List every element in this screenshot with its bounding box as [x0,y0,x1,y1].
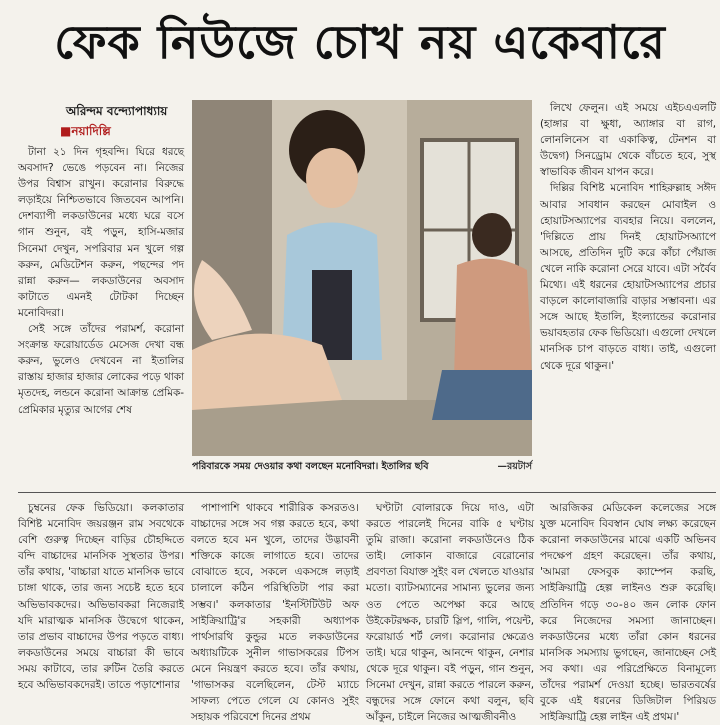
dateline [60,123,111,143]
byline-author: অরিন্দম বন্দ্যোপাধ্যায় [66,104,168,118]
dateline-place: নয়াদিল্লি [71,124,111,138]
section-divider [18,492,716,493]
photo-caption [192,460,532,475]
right-paragraph-2: দিল্লির বিশিষ্ট মনোবিদ শাহিরুল্লাহ সঈদ আবার সাবধান করছেন মোবাইল ও হোয়াটসঅ্যাপের ব্যবহার নিয়ে। বললেন, 'দিল্লিতে প্রায় দিনই হোয়াটসঅ্যাপে আসছে, প্রতিদিন দুটি করে কাঁচা পেঁয়াজ খেলে নাকি করোনা সেরে যাবে। এটা সর্বৈব মিথ্যে। এই ধরনের হোয়াটসঅ্যাপের প্রচার বাড়লে কালোবাজারি বাড়ার সম্ভাবনা। এর সঙ্গে আছে ইতালি, ইংল্যান্ডের করোনার ভয়াবহতার ফেক ভিডিয়ো। এগুলো দেখলে মানসিক চাপ বাড়তে বাধ্য। তাই, এগুলো থেকে দূরে থাকুন।' [540,182,716,372]
bottom-column-1 [18,500,184,692]
left-paragraph-2: সেই সঙ্গে তাঁদের পরামর্শ, করোনা সংক্রান্ত ফরোয়ার্ডেড মেসেজ দেখা বন্ধ করুন, ভুলেও দেখবেন না ইতালির রাস্তায় হাজার হাজার লোকের পড়ে থাকা মৃতদেহ, লন্ডনে করোনা আক্রান্ত প্রেমিক-প্রেমিকার মৃত্যুর আগের শেষ [18,323,184,416]
bottom-column-4 [540,500,716,724]
right-paragraph-1: লিখে ফেলুন। এই সময়ে এইচএএলটি (হাঙ্গার বা ক্ষুধা, অ্যাঙ্গার বা রাগ, লোনলিনেস বা একাকিত্ব, টেনশন বা উদ্বেগ) সিনড্রোম থেকে বাঁচতে হবে, সুস্থ স্বাভাবিক জীবন যাপন করে। [540,102,716,179]
bottom-paragraph-4: আরজিকর মেডিকেল কলেজের সঙ্গে যুক্ত মনোবিদ বিবস্বান ঘোষ লক্ষ্য করেছেন করোনা লকডাউনের মাঝে একটি অভিনব পদক্ষেপ গ্রহণ করেছেন। তাঁর কথায়, 'আমরা ফেসবুক ক্যাম্পেন করছি, সাইক্রিয়াট্রি হেল্প লাইনও শুরু করেছি। প্রতিদিন গড়ে ৩০-৪০ জন লোক ফোন করে নিজেদের সমস্যা জানাচ্ছেন। লকডাউনের মধ্যে তাঁরা কোন ধরনের মানসিক সমস্যায় ভুগছেন, জানাচ্ছেন সেই সব কথা। এর পরিপ্রেক্ষিতে বিনামূল্যে তাঁদের পরামর্শ দেওয়া হচ্ছে। ভারতবর্ষের বুকে এই ধরনের ডিজিটাল পিরিয়ড সাইক্রিয়াট্রি হেল্প লাইন এই প্রথম।' [540,502,716,724]
article-photo [192,100,532,456]
caption-text: পরিবারকে সময় দেওয়ার কথা বলছেন মনোবিদরা। ইতালির ছবি [192,461,429,472]
caption-credit: —রয়টার্স [497,461,532,472]
left-paragraph-1: টানা ২১ দিন গৃহবন্দি। ঘিরে ধরছে অবসাদ? ভেঙে পড়বেন না। নিজের উপর বিশ্বাস রাখুন। করোনার বিরুদ্ধে লড়াইয়ে নিশ্চিতভাবে জিতবেন আপনি। দেশব্যাপী লকডাউনের মধ্যে ঘরে বসে গান শুনুন, বই পড়ুন, হাসি-মজার সিনেমা দেখুন, সপরিবার মন খুলে গল্প করুন, মেডিটেশন করুন, পছন্দের পদ রান্না করুন— লকডাউনের অবসাদ কাটাতে এমনই টোটকা দিচ্ছেন মনোবিদরা। [18,146,184,319]
bottom-paragraph-3: ঘণ্টাটা বোলারকে দিয়ে দাও, এটা করতে পারলেই দিনের বাকি ৫ ঘণ্টায় তুমি রাজা। করোনা লকডাউনেও ঠিক তাই। লোকান বাজারে বেরোনোর প্রবণতা বিযাক্ত সুইং বল খেলতে যাওয়ার মতো। ব্যাটসম্যানের সামান্য ভুলের জন্য ওত পেতে অপেক্ষা করে আছে উইকেটরক্ষক, চারটি স্লিপ, গালি, পয়েন্ট, ফরোয়ার্ড শর্ট লেগ। করোনার ক্ষেত্রেও তাই। ঘরে থাকুন, আনন্দে থাকুন, নেশার থেকে দূরে থাকুন। বই পড়ুন, গান শুনুন, সিনেমা দেখুন, রান্না করতে পারলে করুন, বন্ধুদের সঙ্গে ফোনে কথা বলুন, ছবি আঁকুন, চাইলে নিজের আত্মজীবনীও [366,502,534,724]
bottom-column-3 [366,500,534,724]
article-column-right [540,100,716,484]
bottom-paragraph-1: চুম্বনের ফেক ভিডিয়ো। কলকাতার বিশিষ্ট মনোবিদ জয়রঞ্জন রাম সবথেকে বেশি গুরুত্ব দিচ্ছেন বাড়ির চৌহদ্দিতে বন্দি বাচ্চাদের মানসিক সুস্থতার উপর। তাঁর কথায়, 'বাচ্চারা যাতে মানসিক ভাবে চাঙ্গা থাকে, তার জন্য সচেষ্ট হতে হবে অভিভাবকদের। অভিভাবকরা নিজেরাই যদি মারাত্মক মানসিক উদ্বেগে থাকেন, তার প্রভাব বাচ্চাদের উপর পড়তে বাধ্য। লকডাউনের সময়ে বাচ্চারা কী ভাবে সময় কাটাবে, তার রুটিন তৈরি করতে হবে অভিভাবকদেরই। তাতে পড়াশোনার [18,502,184,692]
photo-illustration [192,100,532,456]
bottom-paragraph-2: পাশাপাশি থাকবে শারীরিক কসরতও। বাচ্চাদের সঙ্গে সব গল্প করতে হবে, কথা বলতে হবে মন খুলে, তাদের উদ্ভাবনী শক্তিকে কাজে লাগাতে হবে। তাদের বোঝাতে হবে, সকলে একসঙ্গে লড়াই চালালে কঠিন পরিস্থিতিটা পার করা সম্ভব।' কলকাতার 'ইনস্টিটিউট অফ সাইক্রিয়াট্রি'র সহকারী অধ্যাপক পার্থসারথি কুন্ডুর মতে লকডাউনের অধ্যায়টিকে সুনীল গাভাসকরের টিপস মেনে নিয়ন্ত্রণ করতে হবে। তাঁর কথায়, 'গাভাসকর বলেছিলেন, টেস্ট ম্যাচে সাফল্য পেতে গেলে যে কোনও সুইং সহায়ক পরিবেশে দিনের প্রথম [191,502,359,724]
bottom-column-2 [191,500,359,724]
headline: ফেক নিউজে চোখ নয় একেবারে [54,15,666,69]
article-column-left [18,144,184,484]
dateline-bullet: ■ [60,124,72,138]
